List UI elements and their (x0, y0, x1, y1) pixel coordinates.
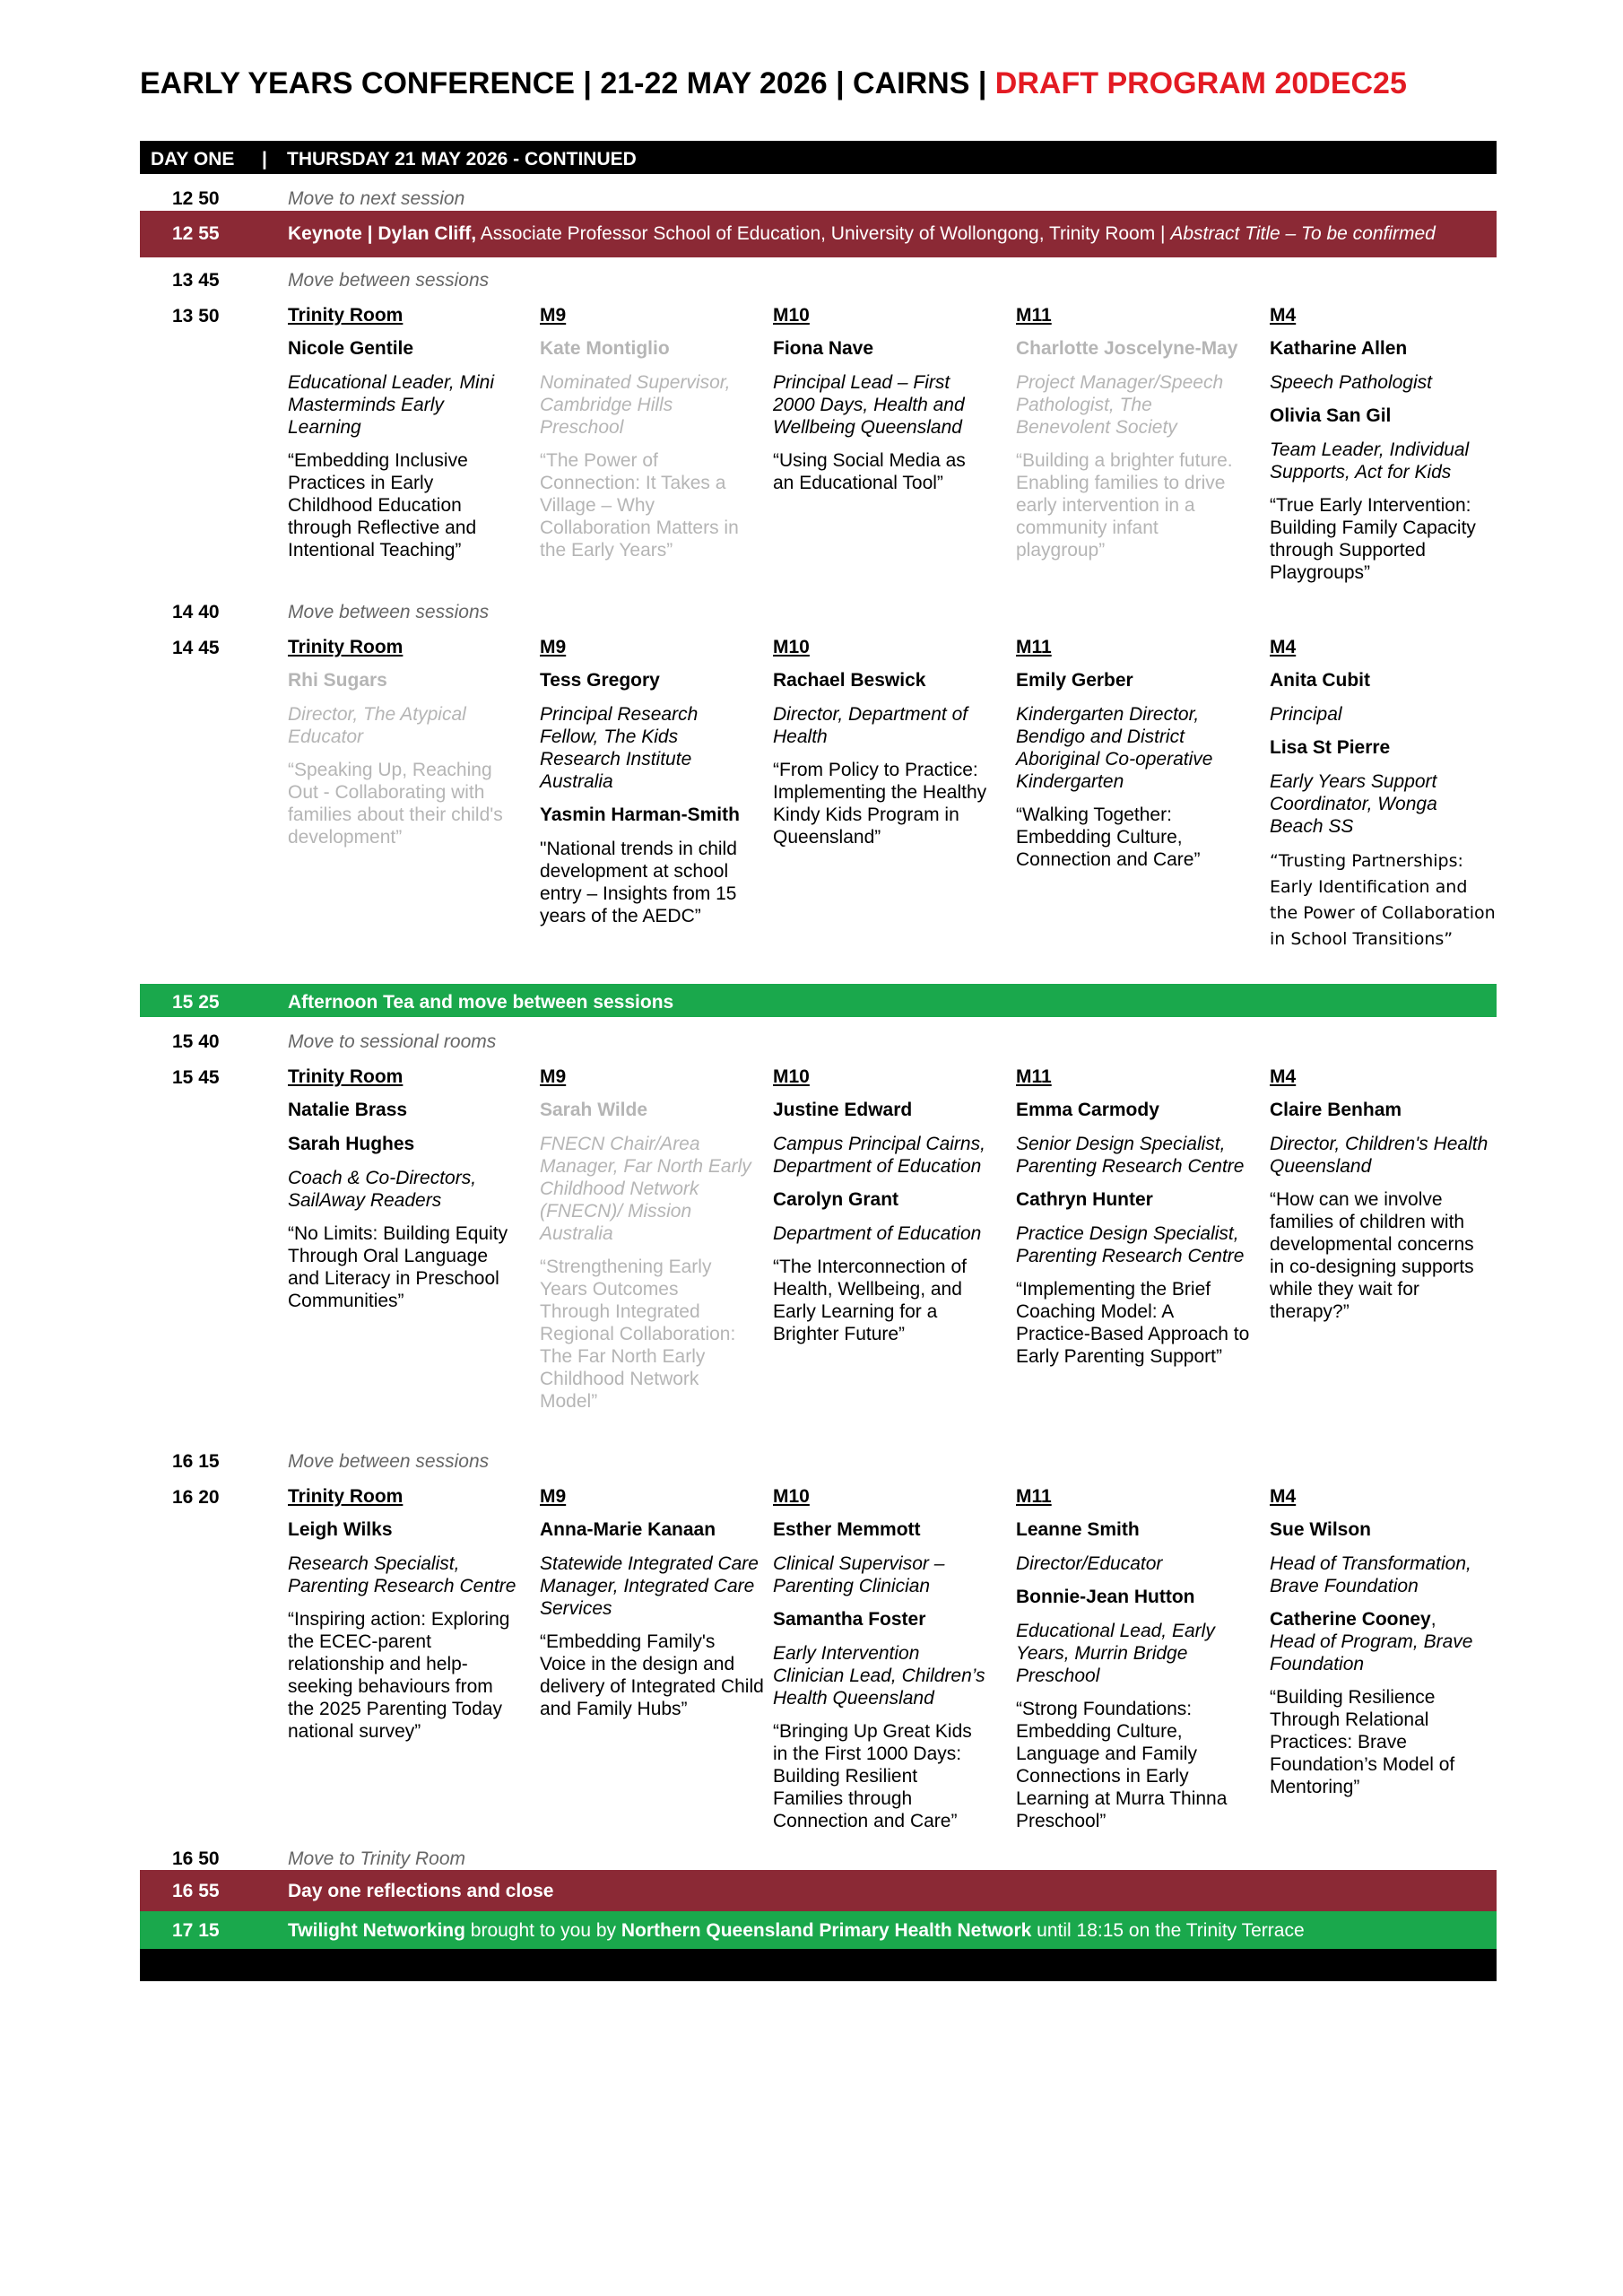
session-1445-m11 (1016, 636, 1240, 882)
session-1620-m4 (1270, 1485, 1492, 1809)
speaker-role: Director, The Atypical Educator (288, 704, 466, 747)
speaker-name: Yasmin Harman-Smith (540, 804, 740, 825)
room-label: M10 (773, 1066, 810, 1087)
session-title: “Building a brighter future. Enabling families to drive early intervention in a community infant playgroup” (1016, 450, 1233, 561)
session-title: “Embedding Family's Voice in the design and delivery of Integrated Child and Family Hubs” (540, 1631, 764, 1719)
speaker-name: Anna-Marie Kanaan (540, 1519, 716, 1540)
name-comma: , (1430, 1609, 1436, 1630)
session-title: “Bringing Up Great Kids in the First 1000 Days: Building Resilient Families through Connection and Care” (773, 1721, 972, 1831)
speaker-name: Rachael Beswick (773, 670, 926, 691)
speaker-role: Team Leader, Individual Supports, Act for Kids (1270, 439, 1470, 483)
room-label: Trinity Room (288, 1486, 404, 1507)
room-label: M10 (773, 1486, 810, 1507)
keynote-speaker: Keynote | Dylan Cliff, (288, 223, 477, 244)
time-1250: 12 50 (172, 188, 220, 209)
speaker-name: Cathryn Hunter (1016, 1189, 1153, 1210)
time-1545: 15 45 (172, 1067, 220, 1088)
speaker-name: Carolyn Grant (773, 1189, 899, 1210)
move-1615: Move between sessions (288, 1451, 490, 1472)
room-label: Trinity Room (288, 1066, 404, 1087)
move-1650: Move to Trinity Room (288, 1848, 465, 1869)
time-1615: 16 15 (172, 1451, 220, 1472)
speaker-role: Head of Program, Brave Foundation (1270, 1631, 1473, 1674)
speaker-name: Sue Wilson (1270, 1519, 1371, 1540)
time-1350: 13 50 (172, 306, 220, 326)
session-1350-m4 (1270, 304, 1492, 595)
session-title: "National trends in child development at school entry – Insights from 15 years of the AEDC” (540, 839, 737, 926)
session-title: “Implementing the Brief Coaching Model: A Practice-Based Approach to Early Parenting Support” (1016, 1279, 1250, 1367)
speaker-role: Clinical Supervisor – Parenting Clinician (773, 1553, 945, 1596)
speaker-name: Bonnie-Jean Hutton (1016, 1587, 1195, 1607)
room-label: M4 (1270, 305, 1297, 326)
room-label: M11 (1016, 1486, 1052, 1507)
session-1445-trinity (288, 636, 505, 859)
room-label: M9 (540, 305, 567, 326)
speaker-name: Sarah Wilde (540, 1100, 648, 1120)
speaker-role: Speech Pathologist (1270, 372, 1432, 393)
speaker-role: FNECN Chair/Area Manager, Far North Early Childhood Network (FNECN)/ Mission Australia (540, 1134, 751, 1244)
session-title: “The Interconnection of Health, Wellbeing, and Early Learning for a Brighter Future” (773, 1257, 967, 1344)
speaker-role: Principal Lead – First 2000 Days, Health and Wellbeing Queensland (773, 372, 965, 438)
time-1540: 15 40 (172, 1031, 220, 1052)
networking-sponsor: Northern Queensland Primary Health Network (621, 1920, 1032, 1941)
speaker-name: Justine Edward (773, 1100, 913, 1120)
time-1650: 16 50 (172, 1848, 220, 1869)
day-label: DAY ONE (151, 149, 235, 170)
speaker-role: Nominated Supervisor, Cambridge Hills Preschool (540, 372, 731, 438)
time-1655: 16 55 (172, 1881, 220, 1901)
title-main: EARLY YEARS CONFERENCE | 21-22 MAY 2026 | CAIRNS | (140, 66, 995, 100)
session-title: “Walking Together: Embedding Culture, Connection and Care” (1016, 804, 1201, 870)
session-1620-m10 (773, 1485, 988, 1843)
session-1545-m9 (540, 1065, 751, 1423)
keynote-band (140, 211, 1497, 257)
speaker-name: Katharine Allen (1270, 338, 1408, 359)
room-label: Trinity Room (288, 637, 404, 657)
session-title: “Speaking Up, Reaching Out - Collaborating with families about their child's development” (288, 760, 503, 848)
room-label: M11 (1016, 305, 1052, 326)
room-label: M4 (1270, 1066, 1297, 1087)
speaker-role: Principal Research Fellow, The Kids Research Institute Australia (540, 704, 699, 792)
session-1545-m11 (1016, 1065, 1251, 1378)
room-label: M9 (540, 1486, 567, 1507)
session-title: “No Limits: Building Equity Through Oral Language and Literacy in Preschool Communities” (288, 1223, 508, 1311)
networking-mid: brought to you by (464, 1920, 621, 1941)
speaker-name: Fiona Nave (773, 338, 874, 359)
speaker-role: Principal (1270, 704, 1342, 725)
session-title: “Strengthening Early Years Outcomes Through Integrated Regional Collaboration: The Far North Early Childhood Network Model” (540, 1257, 736, 1412)
speaker-role: Senior Design Specialist, Parenting Research Centre (1016, 1134, 1245, 1177)
room-label: M4 (1270, 637, 1297, 657)
speaker-name: Lisa St Pierre (1270, 737, 1391, 758)
speaker-role: Statewide Integrated Care Manager, Integrated Care Services (540, 1553, 759, 1619)
move-1440: Move between sessions (288, 602, 490, 622)
session-1350-m9 (540, 304, 753, 572)
time-1445: 14 45 (172, 638, 220, 658)
day-separator: | (262, 149, 267, 170)
speaker-name: Leanne Smith (1016, 1519, 1140, 1540)
time-1440: 14 40 (172, 602, 220, 622)
speaker-name: Samantha Foster (773, 1609, 926, 1630)
networking-end: until 18:15 on the Trinity Terrace (1031, 1920, 1305, 1941)
room-label: M10 (773, 637, 810, 657)
session-1350-trinity (288, 304, 519, 572)
keynote-desc: Associate Professor School of Education, University of Wollongong, Trinity Room | (476, 223, 1171, 244)
keynote-abstract: Abstract Title – To be confirmed (1170, 223, 1436, 244)
speaker-name: Nicole Gentile (288, 338, 414, 359)
close-text: Day one reflections and close (288, 1881, 554, 1901)
session-title: “Trusting Partnerships: Early Identification and the Power of Collaboration in School Transitions” (1270, 851, 1496, 949)
time-1620: 16 20 (172, 1487, 220, 1508)
session-title: “Using Social Media as an Educational Tool” (773, 450, 966, 493)
speaker-role: Department of Education (773, 1223, 982, 1244)
speaker-name: Emily Gerber (1016, 670, 1133, 691)
room-label: M9 (540, 637, 567, 657)
speaker-name: Catherine Cooney (1270, 1609, 1431, 1630)
day-date: THURSDAY 21 MAY 2026 - CONTINUED (287, 149, 637, 170)
session-title: “Building Resilience Through Relational Practices: Brave Foundation’s Model of Mentoring” (1270, 1687, 1455, 1797)
session-1620-m11 (1016, 1485, 1242, 1843)
speaker-role: Head of Transformation, Brave Foundation (1270, 1553, 1471, 1596)
speaker-name: Tess Gregory (540, 670, 660, 691)
close-band (140, 1870, 1497, 1911)
networking-text (288, 1920, 1305, 1942)
speaker-role: Campus Principal Cairns, Department of Education (773, 1134, 985, 1177)
session-1350-m11 (1016, 304, 1251, 572)
session-1350-m10 (773, 304, 981, 505)
speaker-name: Esther Memmott (773, 1519, 921, 1540)
session-1445-m9 (540, 636, 751, 938)
session-1545-m10 (773, 1065, 997, 1356)
room-label: M10 (773, 305, 810, 326)
speaker-name: Anita Cubit (1270, 670, 1370, 691)
title-draft: DRAFT PROGRAM 20DEC25 (994, 66, 1407, 100)
move-1345: Move between sessions (288, 270, 490, 291)
time-1345: 13 45 (172, 270, 220, 291)
room-label: M4 (1270, 1486, 1297, 1507)
session-title: “The Power of Connection: It Takes a Village – Why Collaboration Matters in the Early Years” (540, 450, 739, 561)
session-title: “True Early Intervention: Building Family Capacity through Supported Playgroups” (1270, 495, 1476, 583)
speaker-role: Educational Lead, Early Years, Murrin Bridge Preschool (1016, 1621, 1215, 1686)
time-1715: 17 15 (172, 1920, 220, 1941)
speaker-name: Olivia San Gil (1270, 405, 1392, 426)
room-label: M9 (540, 1066, 567, 1087)
speaker-block (1270, 1608, 1492, 1631)
session-title: “Strong Foundations: Embedding Culture, Language and Family Connections in Early Learning at Murra Thinna Preschool” (1016, 1699, 1228, 1831)
room-label: M11 (1016, 637, 1052, 657)
speaker-role: Project Manager/Speech Pathologist, The Benevolent Society (1016, 372, 1224, 438)
speaker-role: Research Specialist, Parenting Research Centre (288, 1553, 516, 1596)
session-title: “From Policy to Practice: Implementing the Healthy Kindy Kids Program in Queensland” (773, 760, 987, 848)
day-header-bar (140, 141, 1497, 174)
move-1540: Move to sessional rooms (288, 1031, 497, 1052)
time-1525: 15 25 (172, 992, 220, 1013)
speaker-role: Educational Leader, Mini Masterminds Early Learning (288, 372, 494, 438)
speaker-role: Director, Department of Health (773, 704, 968, 747)
session-1620-m9 (540, 1485, 764, 1731)
time-1255: 12 55 (172, 223, 220, 244)
speaker-role: Early Years Support Coordinator, Wonga Beach SS (1270, 771, 1437, 837)
session-1545-trinity (288, 1065, 523, 1323)
page-title (140, 66, 1407, 101)
session-1445-m4 (1270, 636, 1496, 963)
speaker-role: Early Intervention Clinician Lead, Children’s Health Queensland (773, 1643, 985, 1709)
afternoon-tea-text: Afternoon Tea and move between sessions (288, 992, 674, 1013)
session-title: “How can we involve families of children with developmental concerns in co-designing supports while they wait for therapy?” (1270, 1189, 1474, 1322)
session-1545-m4 (1270, 1065, 1492, 1334)
speaker-name: Charlotte Joscelyne-May (1016, 338, 1238, 359)
speaker-role: Director/Educator (1016, 1553, 1163, 1574)
speaker-name: Rhi Sugars (288, 670, 387, 691)
move-1250: Move to next session (288, 188, 465, 209)
speaker-role: Practice Design Specialist, Parenting Research Centre (1016, 1223, 1245, 1266)
footer-bar (140, 1949, 1497, 1981)
session-title: “Embedding Inclusive Practices in Early Childhood Education through Reflective and Intentional Teaching” (288, 450, 477, 561)
speaker-name: Kate Montiglio (540, 338, 670, 359)
speaker-role: Kindergarten Director, Bendigo and District Aboriginal Co-operative Kindergarten (1016, 704, 1213, 792)
networking-band (140, 1911, 1497, 1949)
afternoon-tea-band (140, 984, 1497, 1017)
speaker-role: Director, Children's Health Queensland (1270, 1134, 1488, 1177)
speaker-name: Sarah Hughes (288, 1134, 415, 1154)
networking-title: Twilight Networking (288, 1920, 465, 1941)
room-label: Trinity Room (288, 305, 404, 326)
speaker-name: Leigh Wilks (288, 1519, 393, 1540)
session-1620-trinity (288, 1485, 523, 1753)
speaker-role: Coach & Co-Directors, SailAway Readers (288, 1168, 477, 1211)
speaker-name: Claire Benham (1270, 1100, 1402, 1120)
keynote-text (288, 223, 1436, 245)
speaker-name: Emma Carmody (1016, 1100, 1159, 1120)
room-label: M11 (1016, 1066, 1052, 1087)
session-title: “Inspiring action: Exploring the ECEC-parent relationship and help-seeking behaviours from the 2025 Parenting Today national survey” (288, 1609, 510, 1742)
session-1445-m10 (773, 636, 997, 859)
speaker-name: Natalie Brass (288, 1100, 408, 1120)
